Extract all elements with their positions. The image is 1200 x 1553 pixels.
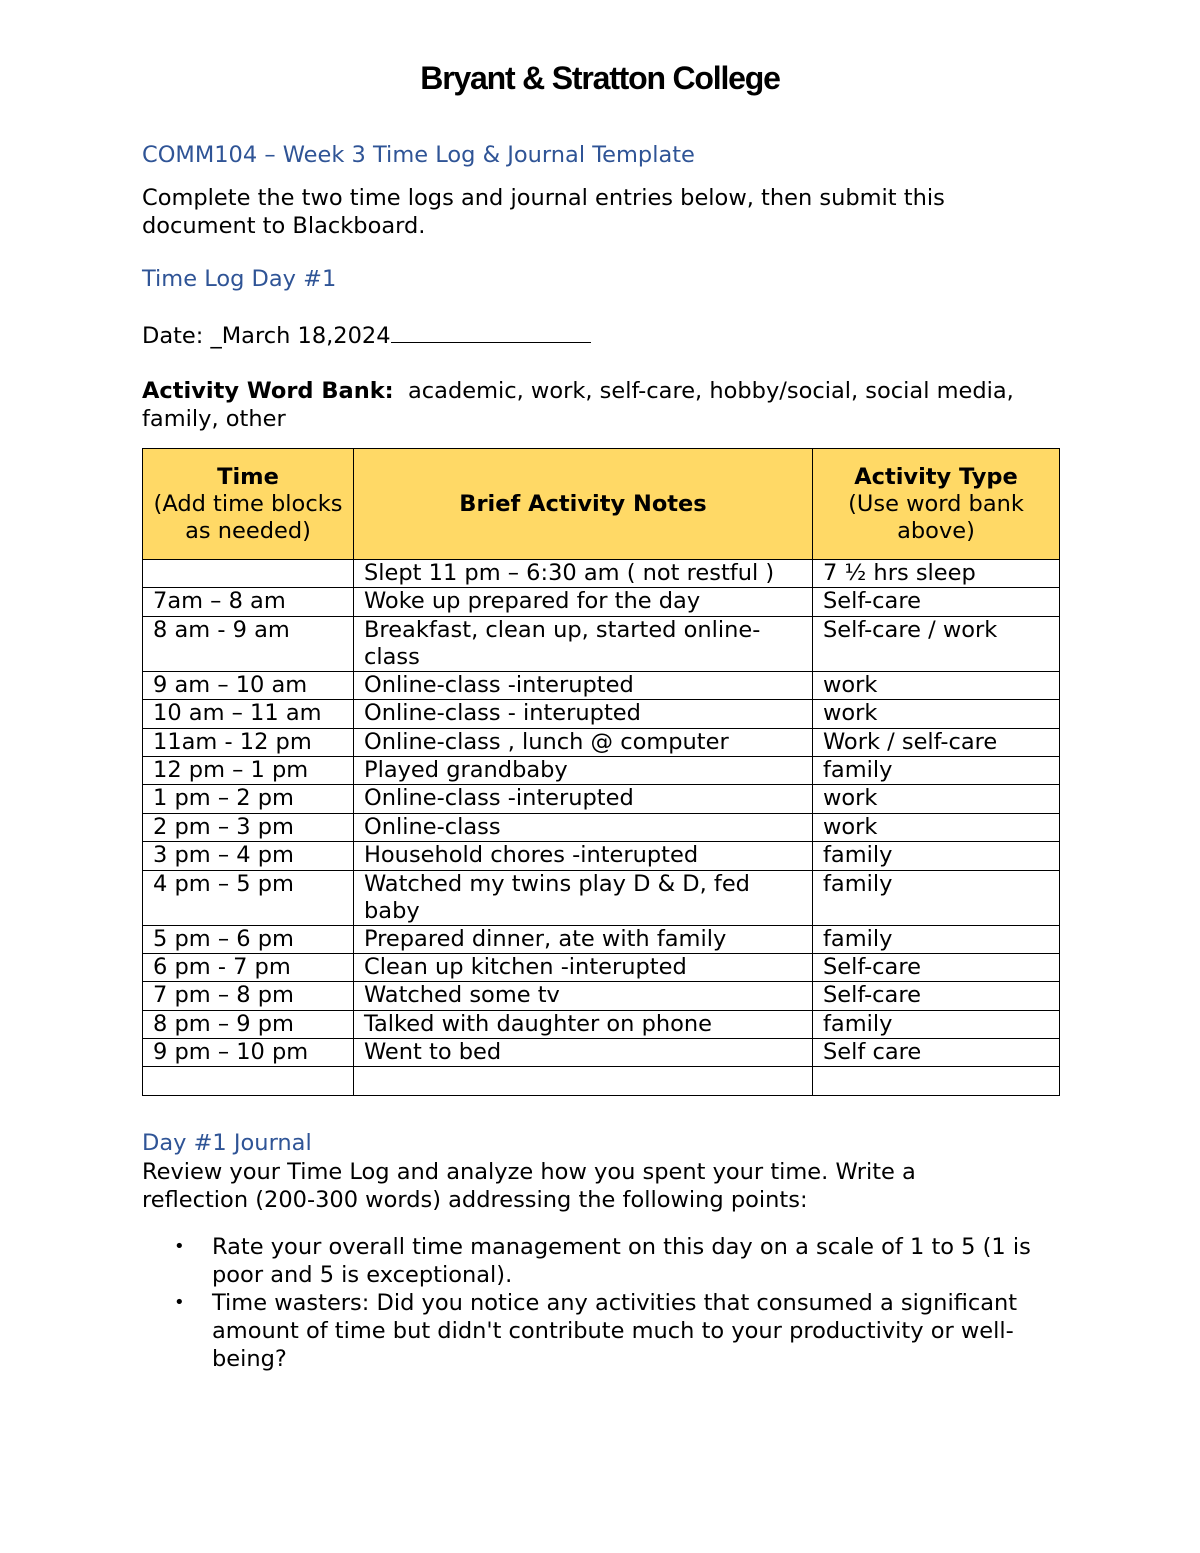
cell-time: 6 pm - 7 pm: [143, 953, 354, 981]
word-bank-text: academic, work, self-care, hobby/social, social media, family, other: [142, 378, 1014, 432]
cell-time: 3 pm – 4 pm: [143, 842, 354, 870]
table-row: [143, 1039, 1060, 1067]
cell-time: 8 pm – 9 pm: [143, 1010, 354, 1038]
table-row: [143, 982, 1060, 1010]
table-row: [143, 1010, 1060, 1038]
cell-time: 5 pm – 6 pm: [143, 925, 354, 953]
time-log-table: [142, 448, 1060, 1096]
journal-instructions: Review your Time Log and analyze how you spent your time. Write a reflection (200-300 words) addressing the following points:: [142, 1159, 916, 1213]
cell-time: 4 pm – 5 pm: [143, 870, 354, 925]
document-instructions: Complete the two time logs and journal entries below, then submit this document to Blackboard.: [142, 185, 945, 239]
table-row: [143, 1067, 1060, 1095]
cell-notes: Watched my twins play D & D, fed baby: [354, 870, 813, 925]
table-row: [143, 671, 1060, 699]
cell-activity-type: work: [813, 785, 1060, 813]
journal-point-text: Rate your overall time management on this day on a scale of 1 to 5 (1 is poor and 5 is exceptional).: [212, 1234, 1031, 1288]
header-time: [143, 449, 354, 560]
cell-activity-type: Work / self-care: [813, 728, 1060, 756]
table-row: [143, 953, 1060, 981]
journal-point: [142, 1289, 1062, 1373]
cell-time: 11am - 12 pm: [143, 728, 354, 756]
cell-notes: Woke up prepared for the day: [354, 588, 813, 616]
cell-activity-type: work: [813, 700, 1060, 728]
header-type-title: Activity Type: [854, 463, 1018, 490]
header-time-title: Time: [217, 463, 279, 490]
table-row: [143, 616, 1060, 671]
cell-time: 8 am - 9 am: [143, 616, 354, 671]
cell-activity-type: work: [813, 813, 1060, 841]
cell-activity-type: 7 ½ hrs sleep: [813, 560, 1060, 588]
cell-time: [143, 1067, 354, 1095]
cell-activity-type: Self-care / work: [813, 616, 1060, 671]
cell-notes: Watched some tv: [354, 982, 813, 1010]
cell-activity-type: work: [813, 671, 1060, 699]
cell-activity-type: family: [813, 1010, 1060, 1038]
cell-activity-type: Self care: [813, 1039, 1060, 1067]
table-header-row: [143, 449, 1060, 560]
cell-notes: Online-class -interupted: [354, 785, 813, 813]
header-type-note: (Use word bank above): [848, 490, 1024, 544]
journal-heading: Day #1 Journal: [142, 1130, 312, 1156]
table-row: [143, 925, 1060, 953]
cell-notes: Breakfast, clean up, started online-class: [354, 616, 813, 671]
cell-notes: Talked with daughter on phone: [354, 1010, 813, 1038]
date-line: [142, 322, 591, 350]
cell-activity-type: family: [813, 870, 1060, 925]
table-row: [143, 588, 1060, 616]
date-value: _March 18,2024: [210, 323, 391, 349]
table-row: [143, 785, 1060, 813]
word-bank-label: Activity Word Bank:: [142, 378, 394, 404]
cell-notes: [354, 1067, 813, 1095]
table-row: [143, 842, 1060, 870]
cell-time: 12 pm – 1 pm: [143, 756, 354, 784]
table-row: [143, 756, 1060, 784]
date-label: Date:: [142, 323, 211, 349]
table-row: [143, 813, 1060, 841]
date-underline: [391, 322, 591, 343]
cell-time: 9 am – 10 am: [143, 671, 354, 699]
cell-activity-type: Self-care: [813, 588, 1060, 616]
journal-point-text: Time wasters: Did you notice any activities that consumed a significant amount of time but didn't contribute much to your productivity or well-being?: [212, 1290, 1018, 1372]
cell-activity-type: family: [813, 925, 1060, 953]
bullet-icon: •: [174, 1292, 185, 1313]
activity-word-bank: [142, 377, 1072, 433]
cell-activity-type: Self-care: [813, 953, 1060, 981]
cell-activity-type: family: [813, 756, 1060, 784]
cell-notes: Clean up kitchen -interupted: [354, 953, 813, 981]
time-log-body: [143, 560, 1060, 1096]
cell-notes: Online-class , lunch @ computer: [354, 728, 813, 756]
cell-notes: Played grandbaby: [354, 756, 813, 784]
cell-time: 10 am – 11 am: [143, 700, 354, 728]
cell-notes: Went to bed: [354, 1039, 813, 1067]
table-row: [143, 560, 1060, 588]
cell-notes: Online-class - interupted: [354, 700, 813, 728]
cell-activity-type: family: [813, 842, 1060, 870]
cell-time: [143, 560, 354, 588]
cell-notes: Prepared dinner, ate with family: [354, 925, 813, 953]
document-title: COMM104 – Week 3 Time Log & Journal Template: [142, 142, 695, 168]
header-notes-title: Brief Activity Notes: [459, 490, 707, 517]
journal-point: [142, 1233, 1062, 1289]
table-row: [143, 870, 1060, 925]
college-name: Bryant & Stratton College: [420, 60, 780, 96]
cell-time: 2 pm – 3 pm: [143, 813, 354, 841]
bullet-icon: •: [174, 1236, 185, 1257]
header-type: [813, 449, 1060, 560]
time-log-day1-heading: Time Log Day #1: [142, 266, 337, 292]
header-notes: [354, 449, 813, 560]
cell-activity-type: [813, 1067, 1060, 1095]
header-time-note: (Add time blocks as needed): [153, 490, 343, 544]
table-row: [143, 728, 1060, 756]
cell-time: 1 pm – 2 pm: [143, 785, 354, 813]
table-row: [143, 700, 1060, 728]
cell-time: 9 pm – 10 pm: [143, 1039, 354, 1067]
cell-notes: Household chores -interupted: [354, 842, 813, 870]
cell-notes: Online-class: [354, 813, 813, 841]
cell-notes: Online-class -interupted: [354, 671, 813, 699]
cell-time: 7am – 8 am: [143, 588, 354, 616]
cell-activity-type: Self-care: [813, 982, 1060, 1010]
cell-notes: Slept 11 pm – 6:30 am ( not restful ): [354, 560, 813, 588]
cell-time: 7 pm – 8 pm: [143, 982, 354, 1010]
journal-points-list: [142, 1233, 1062, 1373]
